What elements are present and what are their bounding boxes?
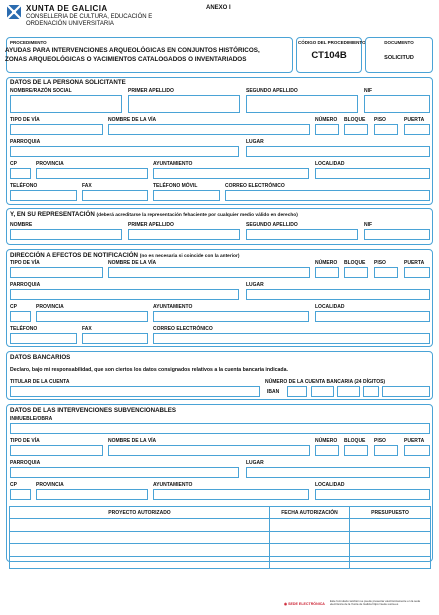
notification-provincia-field[interactable] [36, 311, 148, 322]
interventions-piso-label: PISO [374, 438, 386, 444]
applicant-bloque-label: BLOQUE [344, 117, 366, 123]
notification-nombre-via-field[interactable] [108, 267, 310, 278]
applicant-nombre-field[interactable] [10, 95, 122, 113]
xunta-logo-icon [6, 4, 22, 20]
applicant-nombre-label: NOMBRE/RAZÓN SOCIAL [10, 88, 72, 94]
applicant-provincia-field[interactable] [36, 168, 148, 179]
interventions-puerta-label: PUERTA [404, 438, 425, 444]
notification-nombre-via-label: NOMBRE DE LA VÍA [108, 260, 157, 266]
applicant-nif-field[interactable] [364, 95, 430, 113]
representative-title [10, 211, 298, 218]
projects-header-row [10, 507, 431, 519]
applicant-email-label: CORREO ELECTRÓNICO [225, 183, 285, 189]
notification-cp-field[interactable] [10, 311, 31, 322]
representative-nombre-label: NOMBRE [10, 222, 33, 228]
applicant-fax-field[interactable] [82, 190, 148, 201]
representative-nombre-field[interactable] [10, 229, 122, 240]
notification-lugar-field[interactable] [246, 289, 430, 300]
sede-electronica-logo [284, 602, 325, 606]
bank-office-field[interactable] [337, 386, 360, 397]
presupuesto-cell[interactable] [350, 544, 431, 557]
interventions-bloque-label: BLOQUE [344, 438, 366, 444]
notification-parroquia-field[interactable] [10, 289, 239, 300]
interventions-nombre-via-label: NOMBRE DE LA VÍA [108, 438, 157, 444]
notification-email-field[interactable] [153, 333, 430, 344]
representative-title-text: Y, EN SU REPRESENTACIÓN [10, 211, 95, 218]
interventions-inmueble-label: INMUEBLE/OBRA [10, 416, 53, 422]
interventions-inmueble-field[interactable] [10, 423, 430, 434]
notification-provincia-label: PROVINCIA [36, 304, 64, 310]
department-name: CONSELLERIA DE CULTURA, EDUCACIÓN E ORDENACIÓN UNIVERSITARIA [26, 14, 153, 27]
representative-apellido1-field[interactable] [128, 229, 240, 240]
col-presupuesto-header: PRESUPUESTO [350, 507, 431, 519]
interventions-parroquia-label: PARROQUIA [10, 460, 41, 466]
notification-localidad-field[interactable] [315, 311, 430, 322]
interventions-localidad-field[interactable] [315, 489, 430, 500]
bank-account-field[interactable] [382, 386, 430, 397]
applicant-piso-label: PISO [374, 117, 386, 123]
interventions-title: DATOS DE LAS INTERVENCIONES SUBVENCIONABLES [10, 407, 177, 414]
bank-entity-field[interactable] [311, 386, 334, 397]
col-proyecto-header: PROYECTO AUTORIZADO [10, 507, 270, 519]
applicant-numero-label: NÚMERO [315, 117, 338, 123]
interventions-lugar-field[interactable] [246, 467, 430, 478]
bank-titular-field[interactable] [10, 386, 260, 397]
interventions-piso-field[interactable] [374, 445, 398, 456]
representative-apellido1-label: PRIMER APELLIDO [128, 222, 174, 228]
interventions-cp-field[interactable] [10, 489, 31, 500]
applicant-apellido1-field[interactable] [128, 95, 240, 113]
applicant-nif-label: NIF [364, 88, 373, 94]
fecha-cell[interactable] [270, 544, 350, 557]
interventions-tipo-via-field[interactable] [10, 445, 103, 456]
interventions-cp-label: CP [10, 482, 17, 488]
applicant-numero-field[interactable] [315, 124, 339, 135]
notification-ayuntamiento-label: AYUNTAMIENTO [153, 304, 193, 310]
applicant-ayuntamiento-field[interactable] [153, 168, 309, 179]
representative-nif-label: NIF [364, 222, 373, 228]
bank-title: DATOS BANCARIOS [10, 354, 71, 361]
notification-numero-field[interactable] [315, 267, 339, 278]
applicant-cp-label: CP [10, 161, 17, 167]
applicant-telefono-field[interactable] [10, 190, 77, 201]
table-row [10, 531, 431, 544]
representative-note: (deberá acreditarse la representación fehaciente por cualquier medio válido en derecho) [96, 213, 298, 218]
interventions-bloque-field[interactable] [344, 445, 368, 456]
applicant-fax-label: FAX [82, 183, 92, 189]
proyecto-cell[interactable] [10, 531, 270, 544]
interventions-ayuntamiento-label: AYUNTAMIENTO [153, 482, 193, 488]
notification-localidad-label: LOCALIDAD [315, 304, 345, 310]
applicant-parroquia-field[interactable] [10, 146, 239, 157]
applicant-localidad-field[interactable] [315, 168, 430, 179]
org-name: XUNTA DE GALICIA [26, 4, 108, 13]
fecha-cell[interactable] [270, 556, 350, 569]
applicant-lugar-label: LUGAR [246, 139, 264, 145]
notification-note: (no es necesaria si coincide con la anterior) [139, 254, 240, 259]
notification-email-label: CORREO ELECTRÓNICO [153, 326, 213, 332]
procedure-title: AYUDAS PARA INTERVENCIONES ARQUEOLÓGICAS EN CONJUNTOS HISTÓRICOS, ZONAS ARQUEOLÓGICAS O YACIMIENTOS CATALOGADOS O INVENTARIADOS [5, 47, 260, 63]
notification-bloque-label: BLOQUE [344, 260, 366, 266]
table-row [10, 544, 431, 557]
applicant-title: DATOS DE LA PERSONA SOLICITANTE [10, 79, 126, 86]
interventions-numero-field[interactable] [315, 445, 339, 456]
interventions-lugar-label: LUGAR [246, 460, 264, 466]
proyecto-cell[interactable] [10, 519, 270, 532]
notification-numero-label: NÚMERO [315, 260, 338, 266]
applicant-provincia-label: PROVINCIA [36, 161, 64, 167]
applicant-lugar-field[interactable] [246, 146, 430, 157]
document-type: SOLICITUD [384, 55, 414, 61]
table-row [10, 556, 431, 569]
notification-parroquia-label: PARROQUIA [10, 282, 41, 288]
applicant-parroquia-label: PARROQUIA [10, 139, 41, 145]
applicant-movil-field[interactable] [153, 190, 220, 201]
applicant-telefono-label: TELÉFONO [10, 183, 38, 189]
proyecto-cell[interactable] [10, 544, 270, 557]
applicant-puerta-label: PUERTA [404, 117, 425, 123]
notification-cp-label: CP [10, 304, 17, 310]
footer-note: Este formulario también se puede presentar electrónicamente en la sede electrónica de la Xunta de Galicia https://sede.xunta.es [330, 599, 421, 607]
presupuesto-cell[interactable] [350, 531, 431, 544]
applicant-piso-field[interactable] [374, 124, 398, 135]
projects-table [9, 506, 431, 569]
interventions-localidad-label: LOCALIDAD [315, 482, 345, 488]
applicant-tipo-via-label: TIPO DE VÍA [10, 117, 40, 123]
table-row [10, 519, 431, 532]
notification-fax-field[interactable] [82, 333, 148, 344]
notification-title-text: DIRECCIÓN A EFECTOS DE NOTIFICACIÓN [10, 252, 138, 259]
applicant-ayuntamiento-label: AYUNTAMIENTO [153, 161, 193, 167]
interventions-parroquia-field[interactable] [10, 467, 239, 478]
procedure-label: PROCEDIMENTO [10, 40, 47, 45]
bank-account-label: NÚMERO DE LA CUENTA BANCARIA (24 DÍGITOS) [265, 379, 386, 385]
applicant-bloque-field[interactable] [344, 124, 368, 135]
interventions-provincia-field[interactable] [36, 489, 148, 500]
notification-fax-label: FAX [82, 326, 92, 332]
applicant-cp-field[interactable] [10, 168, 31, 179]
interventions-tipo-via-label: TIPO DE VÍA [10, 438, 40, 444]
fecha-cell[interactable] [270, 519, 350, 532]
applicant-nombre-via-label: NOMBRE DE LA VÍA [108, 117, 157, 123]
notification-bloque-field[interactable] [344, 267, 368, 278]
document-label: DOCUMENTO [384, 40, 414, 45]
procedure-code: CT104B [311, 50, 347, 61]
applicant-email-field[interactable] [225, 190, 430, 201]
applicant-apellido1-label: PRIMER APELLIDO [128, 88, 174, 94]
applicant-localidad-label: LOCALIDAD [315, 161, 345, 167]
applicant-puerta-field[interactable] [404, 124, 430, 135]
bank-titular-label: TITULAR DE LA CUENTA [10, 379, 70, 385]
representative-apellido2-label: SEGUNDO APELLIDO [246, 222, 298, 228]
fecha-cell[interactable] [270, 531, 350, 544]
applicant-apellido2-field[interactable] [246, 95, 358, 113]
notification-puerta-field[interactable] [404, 267, 430, 278]
bank-declaration: Declaro, bajo mi responsabilidad, que son ciertos los datos consignados relativos a la cuenta bancaria indicada. [10, 367, 288, 373]
notification-tipo-via-label: TIPO DE VÍA [10, 260, 40, 266]
proyecto-cell[interactable] [10, 556, 270, 569]
notification-piso-field[interactable] [374, 267, 398, 278]
notification-lugar-label: LUGAR [246, 282, 264, 288]
notification-puerta-label: PUERTA [404, 260, 425, 266]
presupuesto-cell[interactable] [350, 519, 431, 532]
presupuesto-cell[interactable] [350, 556, 431, 569]
interventions-provincia-label: PROVINCIA [36, 482, 64, 488]
bank-iban-label: IBAN [267, 389, 280, 395]
interventions-ayuntamiento-field[interactable] [153, 489, 309, 500]
applicant-movil-label: TELÉFONO MÓVIL [153, 183, 198, 189]
notification-telefono-label: TELÉFONO [10, 326, 38, 332]
notification-telefono-field[interactable] [10, 333, 77, 344]
bank-iban-field[interactable] [287, 386, 307, 397]
annex-label: ANEXO I [206, 5, 231, 11]
representative-apellido2-field[interactable] [246, 229, 358, 240]
code-label: CÓDIGO DEL PROCEDIMIENTO [298, 40, 366, 45]
applicant-tipo-via-field[interactable] [10, 124, 103, 135]
sede-label: SEDE ELECTRÓNICA [288, 602, 325, 606]
notification-ayuntamiento-field[interactable] [153, 311, 309, 322]
interventions-numero-label: NÚMERO [315, 438, 338, 444]
col-fecha-header: FECHA AUTORIZACIÓN [270, 507, 350, 519]
interventions-nombre-via-field[interactable] [108, 445, 310, 456]
applicant-nombre-via-field[interactable] [108, 124, 310, 135]
notification-title [10, 252, 239, 259]
bank-control-field[interactable] [363, 386, 379, 397]
notification-tipo-via-field[interactable] [10, 267, 103, 278]
notification-piso-label: PISO [374, 260, 386, 266]
interventions-puerta-field[interactable] [404, 445, 430, 456]
sede-icon: ◉ [284, 602, 288, 606]
representative-nif-field[interactable] [364, 229, 430, 240]
applicant-apellido2-label: SEGUNDO APELLIDO [246, 88, 298, 94]
